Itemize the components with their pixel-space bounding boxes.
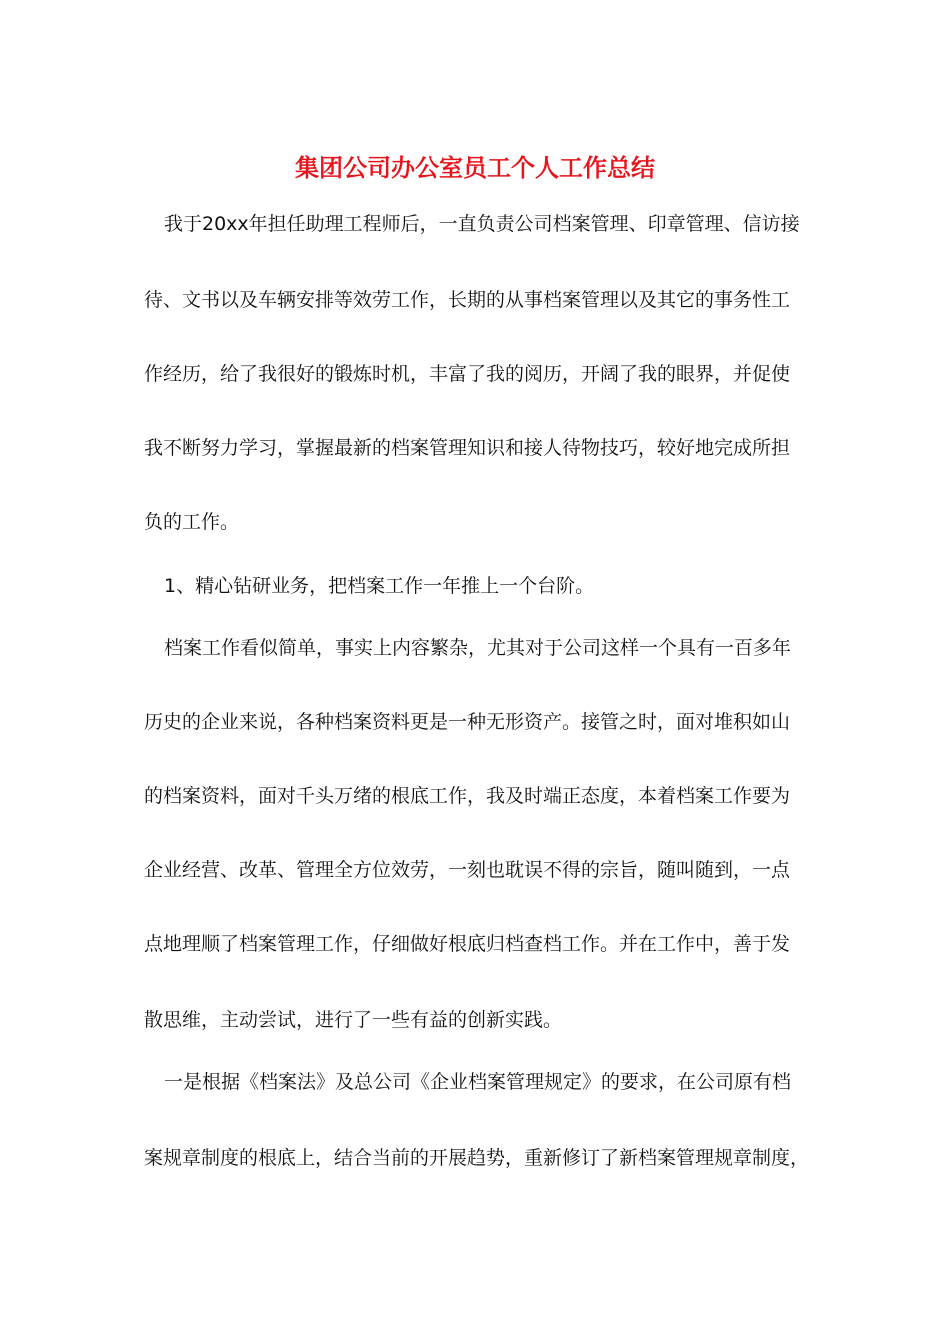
paragraph-line: 负的工作。 xyxy=(144,511,240,533)
document-title: 集团公司办公室员工个人工作总结 xyxy=(295,154,655,182)
paragraph-line: 企业经营、改革、管理全方位效劳，一刻也耽误不得的宗旨，随叫随到，一点 xyxy=(144,859,791,881)
paragraph-line: 作经历，给了我很好的锻炼时机，丰富了我的阅历，开阔了我的眼界，并促使 xyxy=(144,363,791,385)
section-heading: 1、精心钻研业务，把档案工作一年推上一个台阶。 xyxy=(164,575,595,597)
paragraph-line: 我不断努力学习，掌握最新的档案管理知识和接人待物技巧，较好地完成所担 xyxy=(144,437,791,459)
paragraph-line: 一是根据《档案法》及总公司《企业档案管理规定》的要求，在公司原有档 xyxy=(164,1071,792,1093)
paragraph-line: 档案工作看似简单，事实上内容繁杂，尤其对于公司这样一个具有一百多年 xyxy=(164,637,792,659)
paragraph-line: 案规章制度的根底上，结合当前的开展趋势，重新修订了新档案管理规章制度， xyxy=(144,1147,810,1169)
paragraph-line: 的档案资料，面对千头万绪的根底工作，我及时端正态度，本着档案工作要为 xyxy=(144,785,791,807)
paragraph-line: 点地理顺了档案管理工作，仔细做好根底归档查档工作。并在工作中，善于发 xyxy=(144,933,791,955)
paragraph-line: 历史的企业来说，各种档案资料更是一种无形资产。接管之时，面对堆积如山 xyxy=(144,711,791,733)
paragraph-line: 散思维，主动尝试，进行了一些有益的创新实践。 xyxy=(144,1009,563,1031)
paragraph-line: 我于20xx年担任助理工程师后，一直负责公司档案管理、印章管理、信访接 xyxy=(164,213,800,235)
paragraph-line: 待、文书以及车辆安排等效劳工作，长期的从事档案管理以及其它的事务性工 xyxy=(144,289,791,311)
